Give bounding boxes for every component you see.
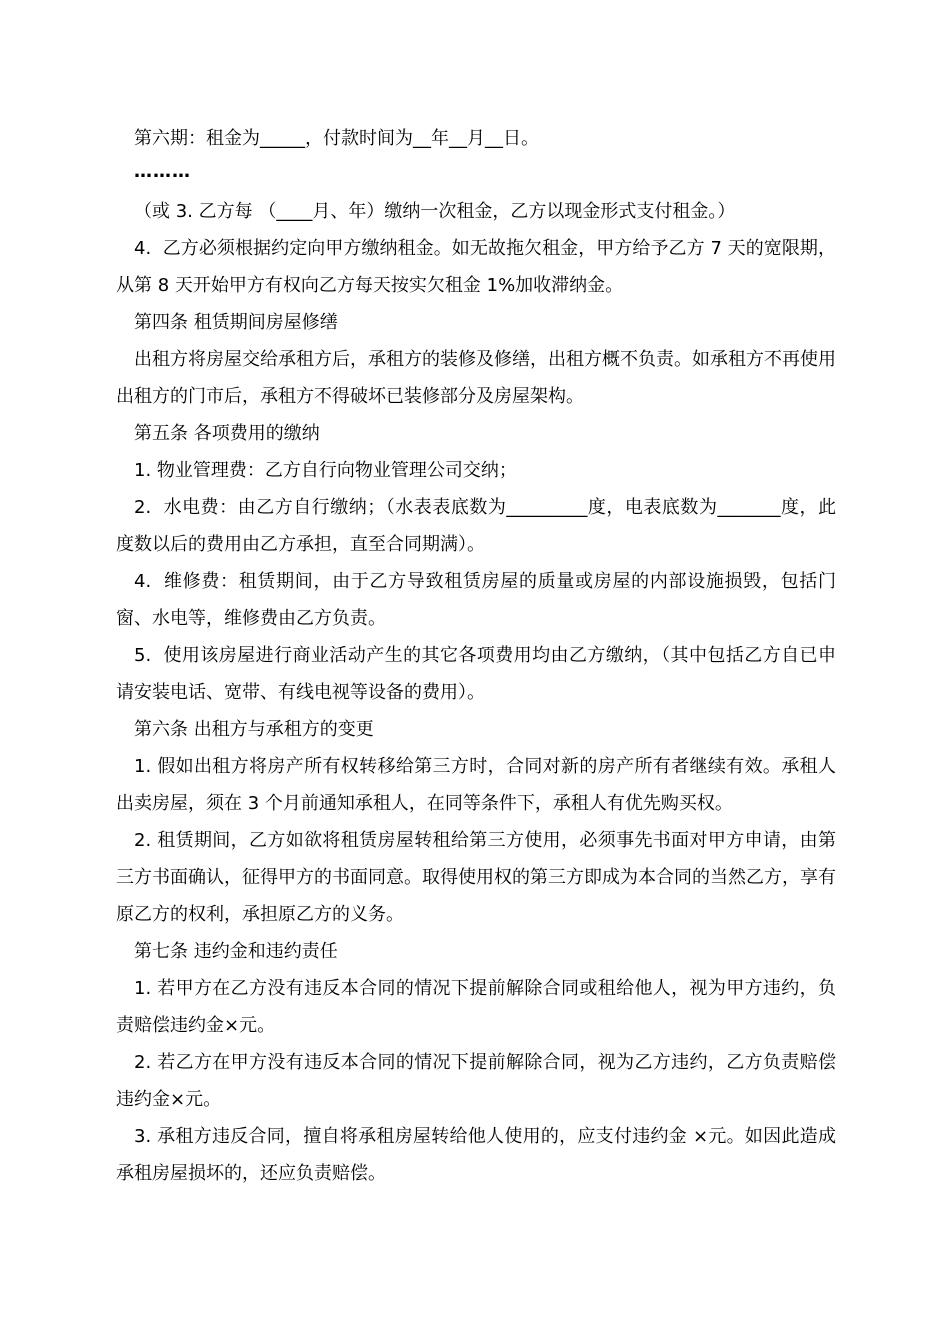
article-5-heading: 第五条 各项费用的缴纳 — [134, 423, 320, 444]
clause-late-payment: 4. 乙方必须根据约定向甲方缴纳租金。如无故拖欠租金，甲方给予乙方 7 天的宽限期，从第 8 天开始甲方有权向乙方每天按实欠租金 1%加收滞纳金。 — [116, 238, 836, 296]
article-6-heading: 第六条 出租方与承租方的变更 — [134, 719, 374, 740]
document-body — [116, 120, 836, 1192]
article-5-item-5: 5. 使用该房屋进行商业活动产生的其它各项费用均由乙方缴纳，（其中包括乙方自已申请安装电话、宽带、有线电视等设备的费用）。 — [116, 645, 836, 703]
article-7-item-2: 2. 若乙方在甲方没有违反本合同的情况下提前解除合同，视为乙方违约，乙方负责赔偿违约金×元。 — [116, 1052, 836, 1110]
payment-period-six: 第六期：租金为_____，付款时间为__年__月__日。 — [134, 128, 539, 149]
article-7-item-1: 1. 若甲方在乙方没有违反本合同的情况下提前解除合同或租给他人，视为甲方违约，负责赔偿违约金×元。 — [116, 978, 836, 1036]
article-6-item-1: 1. 假如出租方将房产所有权转移给第三方时，合同对新的房产所有者继续有效。承租人出卖房屋，须在 3 个月前通知承租人，在同等条件下，承租人有优先购买权。 — [116, 756, 836, 814]
article-4-body: 出租方将房屋交给承租方后，承租方的装修及修缮，出租方概不负责。如承租方不再使用出租方的门市后，承租方不得破坏已装修部分及房屋架构。 — [116, 349, 836, 407]
payment-alternative: （或 3. 乙方每 （____月、年）缴纳一次租金，乙方以现金形式支付租金。） — [134, 201, 736, 222]
article-5-item-2: 2. 水电费：由乙方自行缴纳；（水表表底数为_________度，电表底数为_______度，此度数以后的费用由乙方承担，直至合同期满）。 — [116, 497, 836, 555]
article-7-item-3: 3. 承租方违反合同，擅自将承租房屋转给他人使用的，应支付违约金 ×元。如因此造成承租房屋损坏的，还应负责赔偿。 — [116, 1126, 836, 1184]
article-6-item-2: 2. 租赁期间，乙方如欲将租赁房屋转租给第三方使用，必须事先书面对甲方申请，由第三方书面确认，征得甲方的书面同意。取得使用权的第三方即成为本合同的当然乙方，享有原乙方的权利，承担原乙方的义务。 — [116, 830, 836, 925]
article-5-item-4: 4. 维修费：租赁期间，由于乙方导致租赁房屋的质量或房屋的内部设施损毁，包括门窗、水电等，维修费由乙方负责。 — [116, 571, 836, 629]
article-5-item-1: 1. 物业管理费：乙方自行向物业管理公司交纳； — [134, 460, 517, 481]
article-4-heading: 第四条 租赁期间房屋修缮 — [134, 312, 338, 333]
ellipsis: ……… — [134, 161, 191, 182]
article-7-heading: 第七条 违约金和违约责任 — [134, 941, 338, 962]
